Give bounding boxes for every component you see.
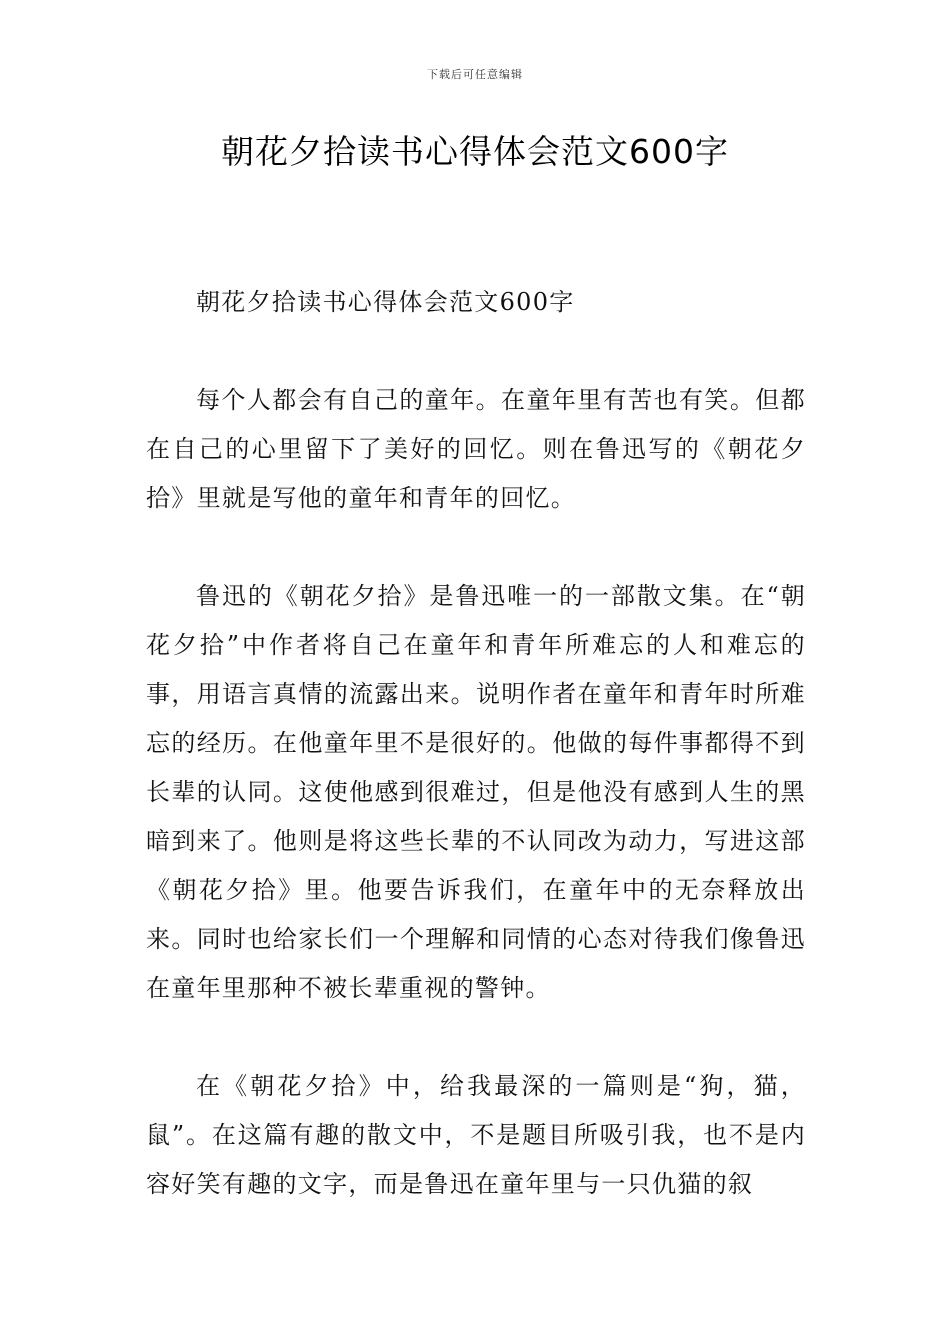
paragraph-1: 每个人都会有自己的童年。在童年里有苦也有笑。但都在自己的心里留下了美好的回忆。则在鲁迅写的《朝花夕拾》里就是写他的童年和青年的回忆。 xyxy=(146,386,806,512)
document-body xyxy=(146,278,806,1209)
paragraph-gap xyxy=(146,523,806,572)
header-note: 下载后可任意编辑 xyxy=(427,68,523,81)
paragraph-gap xyxy=(146,327,806,376)
paragraph-2: 鲁迅的《朝花夕拾》是鲁迅唯一的一部散文集。在“朝花夕拾”中作者将自己在童年和青年所难忘的人和难忘的事，用语言真情的流露出来。说明作者在童年和青年时所难忘的经历。在他童年里不是很好的。他做的每件事都得不到长辈的认同。这使他感到很难过，但是他没有感到人生的黑暗到来了。他则是将这些长辈的不认同改为动力，写进这部《朝花夕拾》里。他要告诉我们，在童年中的无奈释放出来。同时也给家长们一个理解和同情的心态对待我们像鲁迅在童年里那种不被长辈重视的警钟。 xyxy=(146,582,806,1002)
document-title: 朝花夕拾读书心得体会范文600字 xyxy=(221,132,729,171)
paragraph-subtitle: 朝花夕拾读书心得体会范文600字 xyxy=(196,288,575,316)
paragraph-gap xyxy=(146,1013,806,1062)
paragraph-3: 在《朝花夕拾》中，给我最深的一篇则是“狗，猫，鼠”。在这篇有趣的散文中，不是题目所吸引我，也不是内容好笑有趣的文字，而是鲁迅在童年里与一只仇猫的叙 xyxy=(146,1072,806,1198)
